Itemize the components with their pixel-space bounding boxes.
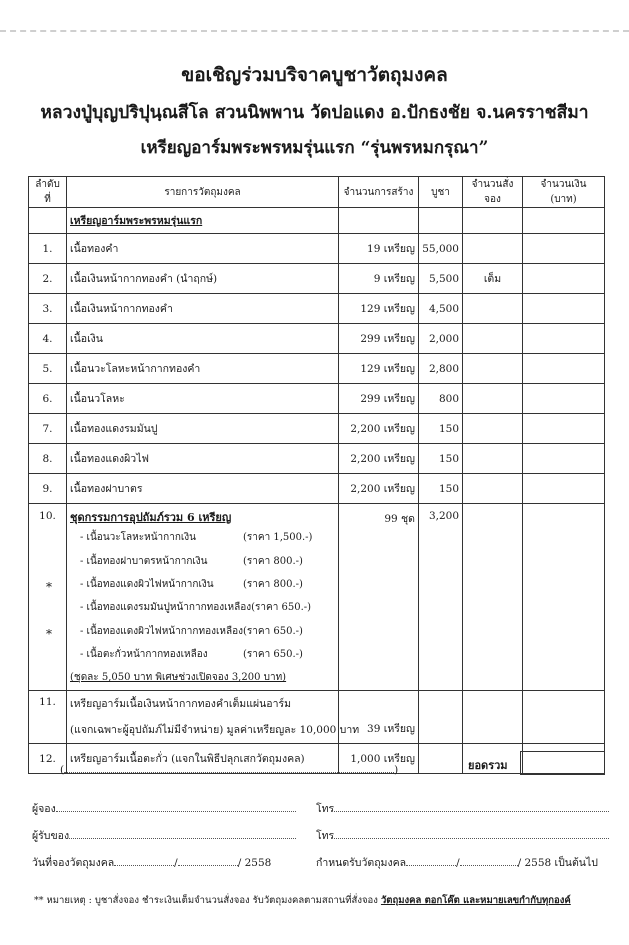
row-qty: 2,200 เหรียญ <box>339 414 419 444</box>
row-amount-cell[interactable] <box>523 354 605 384</box>
receive-date-label: กำหนดรับวัตถุมงคล <box>316 857 407 869</box>
table-row <box>29 234 605 264</box>
paren-open: ( <box>60 764 65 776</box>
set-qty: 99 ชุด <box>339 504 419 691</box>
row-qty: 9 เหรียญ <box>339 264 419 294</box>
set-item <box>70 643 335 666</box>
row-no: 3. <box>29 294 67 324</box>
table-row-set <box>29 504 605 691</box>
row-name: เนื้อนวโลหะ <box>67 384 339 414</box>
row-no: 9. <box>29 474 67 504</box>
set-price: 3,200 <box>419 504 463 691</box>
row-no: 8. <box>29 444 67 474</box>
receive-date-year: / 2558 เป็นต้นไป <box>517 857 598 869</box>
set-item-name: - เนื้อทองแดงผิวไฟหน้ากากทองเหลือง <box>80 625 243 637</box>
set-item-name: - เนื้อนวะโลหะหน้ากากเงิน <box>80 532 197 544</box>
set-order-cell[interactable] <box>463 504 523 691</box>
set-item-price: (ราคา 650.-) <box>243 649 303 661</box>
row-price: 55,000 <box>419 234 463 264</box>
row-price: 150 <box>419 444 463 474</box>
row-price: 2,000 <box>419 324 463 354</box>
table-row <box>29 324 605 354</box>
col-header-amount: จำนวนเงิน (บาท) <box>523 177 605 208</box>
row-no: 11. <box>29 691 67 744</box>
row-order-cell[interactable] <box>463 294 523 324</box>
order-date-label: วันที่จองวัตถุมงคล <box>32 857 115 869</box>
set-item <box>70 526 335 549</box>
row-name: เนื้อเงินหน้ากากทองคำ (นำฤกษ์) <box>67 264 339 294</box>
set-item-name: - เนื้อทองแดงรมมันปูหน้ากากทองเหลือง <box>80 602 252 614</box>
row-price: 2,800 <box>419 354 463 384</box>
receiver-field[interactable] <box>32 826 296 844</box>
series-title: เหรียญอาร์มพระพรหมรุ่นแรก “รุ่นพรหมกรุณา” <box>140 138 489 158</box>
row-no: 7. <box>29 414 67 444</box>
row-order-cell[interactable] <box>463 414 523 444</box>
row-qty: 299 เหรียญ <box>339 384 419 414</box>
row-amount-cell[interactable] <box>523 234 605 264</box>
set-item-price: (ราคา 650.-) <box>243 625 303 637</box>
page-title: ขอเชิญร่วมบริจาคบูชาวัตถุมงคล <box>181 64 448 86</box>
set-item <box>70 620 335 643</box>
row-qty: 2,200 เหรียญ <box>339 474 419 504</box>
row-qty: 129 เหรียญ <box>339 354 419 384</box>
set-item-name: - เนื้อตะกั่วหน้ากากทองเหลือง <box>80 649 208 661</box>
set-item-price: (ราคา 800.-) <box>243 555 303 567</box>
set-price-note: (ชุดละ 5,050 บาท พิเศษช่วงเปิดจอง 3,200 บาท) <box>70 672 287 684</box>
row-amount-cell[interactable] <box>523 294 605 324</box>
set-item-price: (ราคา 1,500.-) <box>243 532 313 544</box>
set-no-cell <box>29 504 67 691</box>
row-name: เนื้อเงิน <box>67 324 339 354</box>
total-amount-box[interactable] <box>520 751 605 775</box>
order-date-year: / 2558 <box>237 857 272 869</box>
row12-qty: 1,000 เหรียญ <box>339 744 419 774</box>
star-mark: * <box>46 580 52 594</box>
top-dashed-divider <box>0 30 629 32</box>
col-header-no: ลำดับที่ <box>29 177 67 208</box>
col-header-quantity: จำนวนการสร้าง <box>339 177 419 208</box>
item-table <box>28 176 605 774</box>
row-amount-cell[interactable] <box>523 264 605 294</box>
tel-label: โทร <box>316 803 335 815</box>
row-qty: 19 เหรียญ <box>339 234 419 264</box>
row-no: 4. <box>29 324 67 354</box>
row-price: 5,500 <box>419 264 463 294</box>
row-no: 2. <box>29 264 67 294</box>
row-name: เนื้อเงินหน้ากากทองคำ <box>67 294 339 324</box>
row-order-cell[interactable] <box>463 324 523 354</box>
row-no: 12. <box>29 744 67 774</box>
total-label: ยอดรวม <box>468 759 508 772</box>
row-amount-cell[interactable] <box>523 444 605 474</box>
set-item-price: (ราคา 800.-) <box>243 578 303 590</box>
receive-date-field[interactable]: กำหนดรับวัตถุมงคล / / 2558 เป็นต้นไป <box>316 853 598 871</box>
row-amount-cell[interactable] <box>523 474 605 504</box>
tel-field[interactable] <box>316 799 609 817</box>
row-order-cell[interactable] <box>463 474 523 504</box>
section-title: เหรียญอาร์มพระพรหมรุ่นแรก <box>70 215 203 227</box>
row11-qty: 39 เหรียญ <box>339 691 419 744</box>
row-name: เนื้อทองคำ <box>67 234 339 264</box>
amount-in-words-field[interactable] <box>60 760 398 776</box>
table-row <box>29 294 605 324</box>
col-header-item: รายการวัตถุมงคล <box>67 177 339 208</box>
row-qty: 299 เหรียญ <box>339 324 419 354</box>
set-title: ชุดกรรมการอุปถัมภ์รวม 6 เหรียญ <box>70 511 232 524</box>
row-price: 800 <box>419 384 463 414</box>
row-no: 5. <box>29 354 67 384</box>
set-item-name: - เนื้อทองฝาบาตรหน้ากากเงิน <box>80 555 208 567</box>
row-no: 10. <box>39 510 56 522</box>
set-item <box>70 596 335 619</box>
set-item <box>70 549 335 572</box>
row-no: 1. <box>29 234 67 264</box>
table-header-row <box>29 177 605 208</box>
row-name: เนื้อนวะโลหะหน้ากากทองคำ <box>67 354 339 384</box>
row-qty: 2,200 เหรียญ <box>339 444 419 474</box>
table-row-11 <box>29 691 605 744</box>
table-row <box>29 264 605 294</box>
table-row <box>29 474 605 504</box>
row-qty: 129 เหรียญ <box>339 294 419 324</box>
col-header-price: บูชา <box>419 177 463 208</box>
set-item-name: - เนื้อทองแดงผิวไฟหน้ากากเงิน <box>80 578 214 590</box>
row-order-cell[interactable]: เต็ม <box>463 264 523 294</box>
row11-line1: เหรียญอาร์มเนื้อเงินหน้ากากทองคำเต็มแผ่นอาร์ม <box>70 698 292 711</box>
footnote-text: ** หมายเหตุ : บูชาสั่งจอง ชำระเงินเต็มจำนวนสั่งจอง รับวัตถุมงคลตามสถานที่สั่งจอง <box>34 895 378 906</box>
page-subtitle: หลวงปู่บุญปริปุนฺณสีโล สวนนิพพาน วัดปอแดง อ.ปักธงชัย จ.นครราชสีมา <box>40 103 589 123</box>
row-amount-cell[interactable] <box>523 414 605 444</box>
row-price: 150 <box>419 414 463 444</box>
row11-amount-cell[interactable] <box>523 691 605 744</box>
receiver-label: ผู้รับของ <box>32 830 70 842</box>
tel2-field[interactable] <box>316 826 609 844</box>
table-row <box>29 384 605 414</box>
row-name: เนื้อทองฝาบาตร <box>67 474 339 504</box>
set-item <box>70 573 335 596</box>
table-row <box>29 444 605 474</box>
tel2-label: โทร <box>316 830 335 842</box>
row-amount-cell[interactable] <box>523 384 605 414</box>
row-name: เนื้อทองแดงผิวไฟ <box>67 444 339 474</box>
set-item-price: (ราคา 650.-) <box>251 602 312 614</box>
row-name: เนื้อทองแดงรมมันปู <box>67 414 339 444</box>
row-order-cell[interactable] <box>463 384 523 414</box>
set-amount-cell[interactable] <box>523 504 605 691</box>
row-no: 6. <box>29 384 67 414</box>
row-order-cell[interactable] <box>463 444 523 474</box>
order-date-field[interactable]: วันที่จองวัตถุมงคล / / 2558 <box>32 853 271 871</box>
footnote <box>34 893 571 908</box>
row12-name: เหรียญอาร์มเนื้อตะกั่ว (แจกในพิธีปลุกเสกวัตถุมงคล) <box>67 744 339 774</box>
paren-close: ) <box>394 764 399 776</box>
orderer-field[interactable] <box>32 799 296 817</box>
row-order-cell[interactable] <box>463 234 523 264</box>
orderer-label: ผู้จอง <box>32 803 56 815</box>
table-row <box>29 354 605 384</box>
table-row <box>29 414 605 444</box>
row-order-cell[interactable] <box>463 354 523 384</box>
row11-order-cell[interactable] <box>463 691 523 744</box>
row11-line2: (แจกเฉพาะผู้อุปถัมภ์ไม่มีจำหน่าย) มูลค่าเหรียญละ 10,000 บาท <box>70 724 360 737</box>
row-price: 150 <box>419 474 463 504</box>
row-price: 4,500 <box>419 294 463 324</box>
star-mark: * <box>46 627 52 641</box>
footnote-underlined: วัตถุมงคล ตอกโค๊ต และหมายเลขกำกับทุกองค์ <box>380 895 571 906</box>
col-header-order: จำนวนสั่งจอง <box>463 177 523 208</box>
row-amount-cell[interactable] <box>523 324 605 354</box>
section-row <box>29 208 605 234</box>
